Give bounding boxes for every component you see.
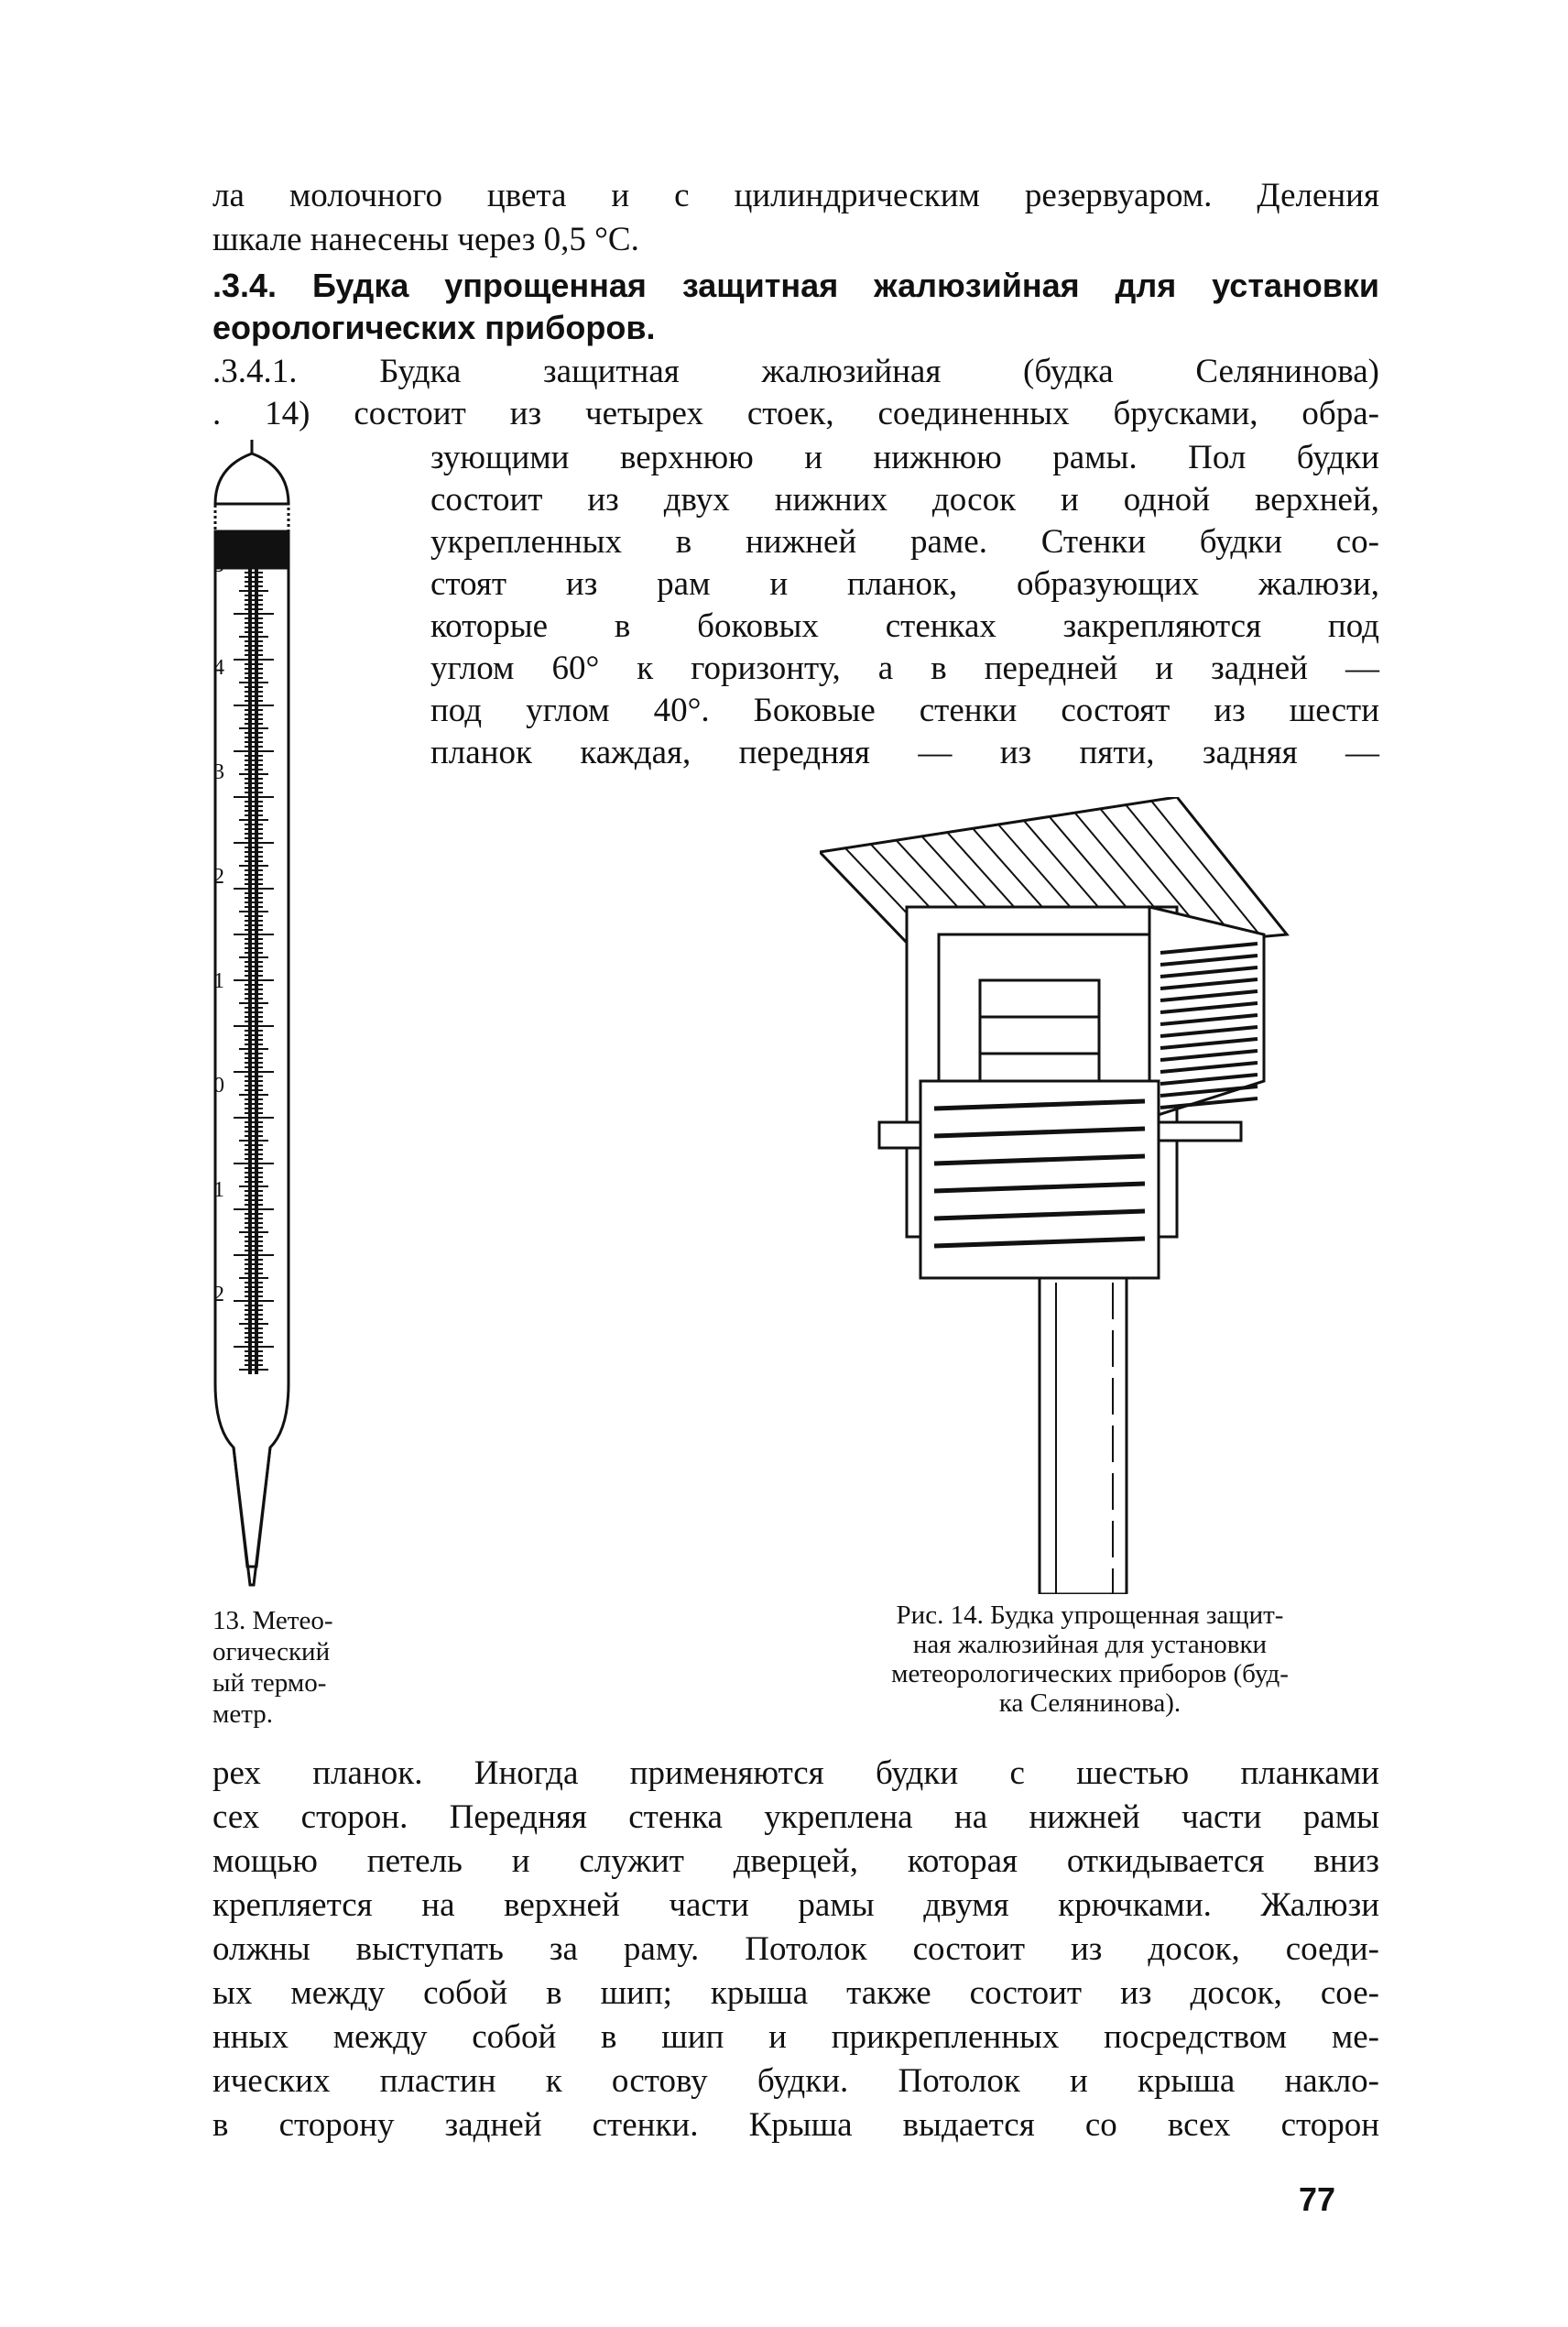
paragraph-top-line-10: планок каждая, передняя — из пяти, задняя — <box>430 734 1379 771</box>
paragraph-bottom-line-1: рех планок. Иногда применяются будки с шестью планками <box>212 1754 1379 1792</box>
figure14-caption-line-3: метеорологических приборов (буд- <box>891 1659 1289 1688</box>
thermometer-caption-line-3: ый термо- <box>212 1668 327 1698</box>
paragraph-top-line-3: зующими верхнюю и нижнюю рамы. Пол будки <box>430 439 1379 476</box>
paragraph-top-line-1: .3.4.1. Будка защитная жалюзийная (будка Селянинова) <box>212 353 1379 390</box>
paragraph-bottom-line-4: крепляется на верхней части рамы двумя крючками. Жалюзи <box>212 1886 1379 1924</box>
scale-label-4: 4 <box>213 656 224 680</box>
paragraph-bottom-line-9: в сторону задней стенки. Крыша выдается со всех сторон <box>212 2106 1379 2144</box>
figure14-caption-line-1: Рис. 14. Будка упрощенная защит- <box>896 1600 1284 1630</box>
paragraph-bottom-line-3: мощью петель и служит дверцей, которая откидывается вниз <box>212 1842 1379 1880</box>
section-heading-line-2: еорологических приборов. <box>212 309 656 346</box>
thermometer-illustration <box>206 440 316 1594</box>
intro-line-1: ла молочного цвета и с цилиндрическим резервуаром. Деления <box>212 177 1379 214</box>
paragraph-top-line-2: . 14) состоит из четырех стоек, соединенных брусками, обра- <box>212 395 1379 432</box>
paragraph-top-line-9: под углом 40°. Боковые стенки состоят из шести <box>430 692 1379 729</box>
section-heading-line-1: .3.4. Будка упрощенная защитная жалюзийная для установки <box>212 267 1379 304</box>
intro-line-2: шкале нанесены через 0,5 °С. <box>212 221 639 258</box>
paragraph-top-line-4: состоит из двух нижних досок и одной верхней, <box>430 481 1379 519</box>
paragraph-top-line-7: которые в боковых стенках закрепляются под <box>430 607 1379 645</box>
selyaninov-booth-illustration <box>820 797 1333 1594</box>
paragraph-bottom-line-8: ических пластин к остову будки. Потолок и крыша накло- <box>212 2062 1379 2100</box>
thermometer-caption-line-1: 13. Метео- <box>212 1606 333 1635</box>
thermometer-caption-line-4: метр. <box>212 1699 274 1729</box>
page-number: 77 <box>1299 2180 1336 2218</box>
paragraph-bottom-line-7: нных между собой в шип и прикрепленных посредством ме- <box>212 2018 1379 2056</box>
scale-label-3: 3 <box>213 760 224 784</box>
figure14-caption-line-2: ная жалюзийная для установки <box>912 1630 1268 1659</box>
scale-label-2a: 2 <box>213 865 224 889</box>
paragraph-top-line-6: стоят из рам и планок, образующих жалюзи, <box>430 565 1379 603</box>
scale-label-1b: 1 <box>213 1178 224 1202</box>
paragraph-bottom-line-5: олжны выступать за раму. Потолок состоит из досок, соеди- <box>212 1930 1379 1968</box>
scale-label-2b: 2 <box>213 1283 224 1306</box>
scale-label-5: 5 <box>213 553 224 577</box>
scale-label-0: 0 <box>213 1074 224 1098</box>
scale-label-1a: 1 <box>213 969 224 993</box>
paragraph-bottom-line-6: ых между собой в шип; крыша также состоит из досок, сое- <box>212 1974 1379 2012</box>
figure14-caption-line-4: ка Селянинова). <box>998 1688 1181 1718</box>
paragraph-top-line-5: укрепленных в нижней раме. Стенки будки со- <box>430 523 1379 561</box>
paragraph-bottom-line-2: сех сторон. Передняя стенка укреплена на нижней части рамы <box>212 1798 1379 1836</box>
paragraph-top-line-8: углом 60° к горизонту, а в передней и задней — <box>430 650 1379 687</box>
thermometer-caption-line-2: огический <box>212 1637 331 1666</box>
